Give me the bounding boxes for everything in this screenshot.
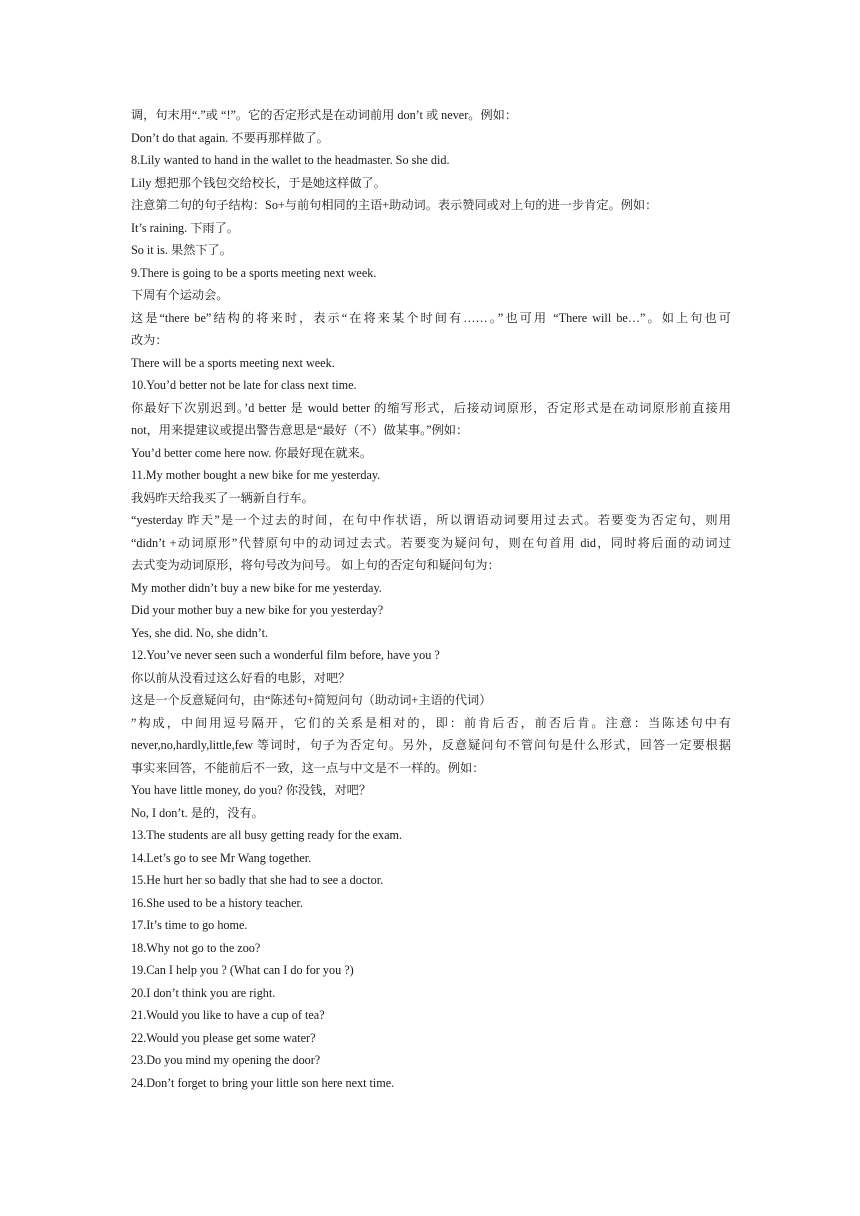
text-line: 10.You’d better not be late for class next time.	[131, 378, 357, 392]
document-page	[131, 104, 731, 1094]
text-line: 你最好下次别迟到。’d better 是 would better 的缩写形式，后接动词原形，否定形式是在动词原形前直接用	[131, 400, 731, 415]
text-line: 17.It’s time to go home.	[131, 918, 248, 932]
text-line: No, I don’t. 是的，没有。	[131, 805, 264, 820]
text-line: never,no,hardly,little,few 等词时，句子为否定句。另外，反意疑问句不管问句是什么形式，回答一定要根据	[131, 738, 731, 752]
text-line: 13.The students are all busy getting ready for the exam.	[131, 828, 403, 842]
text-line: Lily 想把那个钱包交给校长，于是她这样做了。	[131, 175, 386, 190]
text-line: 去式变为动词原形，将句号改为问号。 如上句的否定句和疑问句为：	[131, 558, 500, 572]
text-line: There will be a sports meeting next week.	[131, 355, 335, 370]
text-line: 22.Would you please get some water?	[131, 1030, 316, 1045]
text-line: So it is. 果然下了。	[131, 243, 232, 257]
text-line: You’d better come here now. 你最好现在就来。	[131, 445, 373, 460]
text-line: It’s raining. 下雨了。	[131, 220, 239, 235]
text-line: 这是一个反意疑问句，由“陈述句+简短问句（助动词+主语的代词）	[131, 693, 492, 707]
text-line: 18.Why not go to the zoo?	[131, 940, 261, 955]
text-line: 9.There is going to be a sports meeting next week.	[131, 265, 377, 280]
text-line: My mother didn’t buy a new bike for me yesterday.	[131, 580, 382, 595]
text-line: 15.He hurt her so badly that she had to see a doctor.	[131, 873, 384, 887]
text-line: Did your mother buy a new bike for you yesterday?	[131, 603, 384, 617]
text-line: 这是“there be”结构的将来时，表示“在将来某个时间有……。”也可用 “There will be…”。如上句也可	[131, 310, 731, 325]
text-line: 19.Can I help you ? (What can I do for you ?)	[131, 963, 354, 977]
text-line: Don’t do that again. 不要再那样做了。	[131, 130, 329, 145]
text-line: not，用来提建议或提出警告意思是“最好（不）做某事。”例如：	[131, 423, 469, 437]
text-line: 20.I don’t think you are right.	[131, 985, 276, 1000]
text-line: 8.Lily wanted to hand in the wallet to the headmaster. So she did.	[131, 153, 450, 167]
text-line: 11.My mother bought a new bike for me yesterday.	[131, 468, 381, 482]
text-line: 你以前从没看过这么好看的电影，对吧？	[131, 670, 351, 685]
text-line: “yesterday 昨天”是一个过去的时间，在句中作状语，所以谓语动词要用过去式。若要变为否定句，则用	[131, 513, 731, 527]
text-line: You have little money, do you? 你没钱，对吧？	[131, 783, 372, 797]
text-line: 23.Do you mind my opening the door?	[131, 1053, 321, 1067]
text-line: 12.You’ve never seen such a wonderful film before, have you ?	[131, 648, 440, 662]
text-line: 16.She used to be a history teacher.	[131, 895, 303, 910]
text-line: 调，句末用“.”或 “!”。它的否定形式是在动词前用 don’t 或 never。例如：	[131, 108, 518, 122]
text-line: “didn’t +动词原形”代替原句中的动词过去式。若要变为疑问句，则在句首用 did，同时将后面的动词过	[131, 535, 731, 550]
text-line: 事实来回答，不能前后不一致，这一点与中文是不一样的。例如：	[131, 760, 485, 775]
text-line: 14.Let’s go to see Mr Wang together.	[131, 850, 312, 865]
text-line: 注意第二句的句子结构：So+与前句相同的主语+助动词。表示赞同或对上句的进一步肯定。例如：	[131, 198, 658, 212]
text-line: 我妈昨天给我买了一辆新自行车。	[131, 490, 314, 505]
text-line: 21.Would you like to have a cup of tea?	[131, 1008, 325, 1022]
text-line: 改为：	[131, 333, 168, 347]
text-line: ”构成，中间用逗号隔开，它们的关系是相对的，即：前肯后否，前否后肯。注意：当陈述句中有	[131, 715, 731, 730]
text-line: Yes, she did. No, she didn’t.	[131, 625, 269, 640]
text-line: 24.Don’t forget to bring your little son here next time.	[131, 1075, 395, 1090]
text-line: 下周有个运动会。	[131, 288, 229, 302]
